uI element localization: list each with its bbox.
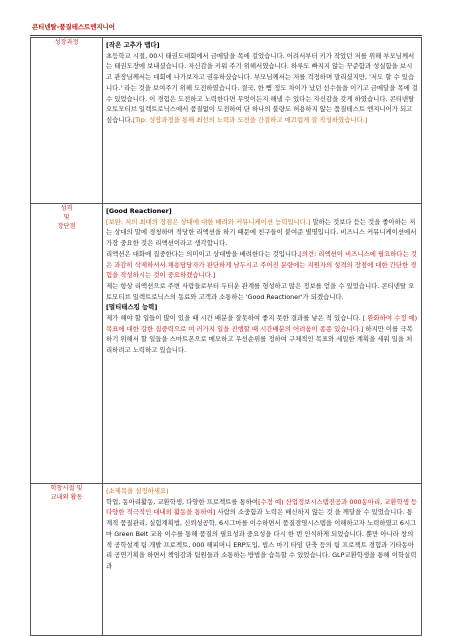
personality-heading-1: [Good Reactioner] bbox=[106, 207, 172, 215]
activities-label-line2: 교내외 활동 bbox=[50, 494, 83, 501]
growth-content[interactable] bbox=[103, 38, 422, 204]
personality-label-line1: 성격 bbox=[60, 205, 73, 212]
personality-body-5: 하지만 이를 극복하기 위해서 할 일들을 스마트폰으로 메모하고 우선순위를 정하여 구체적인 목표와 세밀한 계획을 세워 일을 처리하려고 노력하고 있습니다. bbox=[106, 324, 413, 355]
growth-heading: [작은 고추가 맵다] bbox=[106, 41, 160, 49]
growth-label bbox=[31, 38, 103, 204]
personality-tip-1: [보완: 저의 최대의 장점은 상대에 대한 배려와 커뮤니케이션 능력입니다.] bbox=[106, 217, 311, 226]
growth-body: 초등학교 시절, 00시 태권도대회에서 금메달을 목에 걸었습니다. 어려서부터 키가 작았던 저를 위해 부모님께서는 태권도장에 보내셨습니다. 자신감을 키워 주기 위해서였습니다. 하루도 빠지지 않는 꾸준함과 성실함을 보시고 관장님께서는 대회에 나가보자고 권유하셨습니다. 부모님께서는 저를 걱정하며 말리셨지만, '저도 할 수 있습니다.' 라는 것을 보여주기 위해 도전하였습니다. 결국, 한 뼘 정도 차이가 났던 선수들을 이기고 금메달을 목에 걸 수 있었습니다. 이 경험은 도전하고 노력한다면 무엇이든지 해낼 수 있다는 자신감을 갖게 하였습니다. 콘티넨탈 오토모티브 일렉트로닉스에서 품질없이 도전하여 단 하나의 불량도 허용하지 않는 품질테스트 엔지니어가 되고 싶습니다. bbox=[106, 51, 418, 124]
personality-paragraph-2 bbox=[106, 249, 418, 281]
document-title: 콘티넨탈-품질테스트엔지니어 bbox=[32, 23, 115, 31]
activities-body-1: 학업, 동아리활동, 교환학생, 다양한 프로젝트를 통하여 bbox=[106, 497, 259, 506]
personality-row bbox=[31, 204, 422, 484]
personality-body-1: 말하는 것보다 듣는 것을 좋아하는 저는 상대의 말에 경청하며 적당한 리액션을 하기 때문에 친구들이 붙여준 별명입니다. 비즈니스 커뮤니케이션에서 가장 중요한 것은 리액션이라고 생각합니다. bbox=[106, 217, 417, 248]
personality-body-3: 제는 항상 리액션으로 주변 사람들로부터 두터운 관계를 형성하고 많은 정보를 얻을 수 있었습니다. 콘티넨탈 오토모티브 일렉트로닉스의 동료와 고객과 소통하는 'Good Reactioner'가 되겠습니다. bbox=[106, 281, 415, 301]
personality-tip-3: [ 완화하여 수정 예) 목표에 대한 강한 집중력으로 여 러가지 일을 진행할 때 시간배분의 어려움이 종종 있습니다.] bbox=[106, 314, 418, 333]
activities-row bbox=[31, 484, 422, 636]
growth-label-text: 성장과정 bbox=[54, 39, 79, 46]
growth-row bbox=[31, 38, 422, 204]
personality-tip-2: [의견: 리액션이 비즈니스에 필요하다는 것은 과감히 삭제하셔서 채용담당자가 판단하게 남두시고 주어진 분량에는 지원자의 성격의 장점에 대한 간단한 경험을 작성하시는 것이 중요하겠습니다.] bbox=[106, 249, 417, 280]
activities-tip-2: [수정 예) 산업정보시스템전공과 000동아리, 교환학생 등 다양한 적극적인 대내외 활동을 통하여] bbox=[106, 497, 418, 517]
personality-content[interactable] bbox=[103, 204, 422, 484]
activities-label-line1: 학창시절 및 bbox=[50, 485, 83, 492]
self-introduction-table bbox=[30, 37, 422, 636]
activities-content[interactable] bbox=[103, 484, 422, 636]
activities-tip-1: (소제목을 설정하세요) bbox=[106, 487, 169, 495]
personality-body-2: 리액션은 대화에 집중한다는 의미이고 상대방을 배려한다는 것입니다. bbox=[106, 249, 300, 258]
personality-label-line3: 장단점 bbox=[57, 223, 76, 230]
personality-label-line2: 및 bbox=[63, 214, 70, 221]
personality-body-4: 제가 해야 할 일들이 많이 있을 때 시간 배분을 잘못하여 좋지 못한 결과를 낳은 적 있습니다. bbox=[106, 314, 361, 323]
activities-body-2: 사람의 소중함과 노력은 배신하지 않는 것 을 깨달을 수 있었습니다. 통계적 품질관리, 실험계획법, 신뢰성공학, 6시그마를 이수하면서 품질경영시스템을 이해하고자 노력하였고 6시그마 Green Belt 교육 이수를 통해 품질의 필요성과 중요성을 다시 한 번 인식하게 되었습니다. 뿐만 아니라 창의적 공학설계 팀 개발 프로젝트, 000 해피머니 ERP도입, 빕스 마기 타임 단축 등의 팀 프로젝트 경험과 기타동아리 공연기획을 하면서 책임감과 팀원들과 소통하는 방법을 습득할 수 있었습니다. GLP교환학생을 통해 이학실력과 bbox=[106, 508, 417, 570]
growth-tip: [Tip: 성장과정을 통해 최선의 노력과 도전을 간결하고 매끄럽게 잘 작성하였습니다.] bbox=[132, 115, 368, 124]
personality-heading-2: [멀티태스킹 능력] bbox=[106, 303, 158, 312]
activities-label bbox=[31, 484, 103, 636]
personality-label bbox=[31, 204, 103, 484]
